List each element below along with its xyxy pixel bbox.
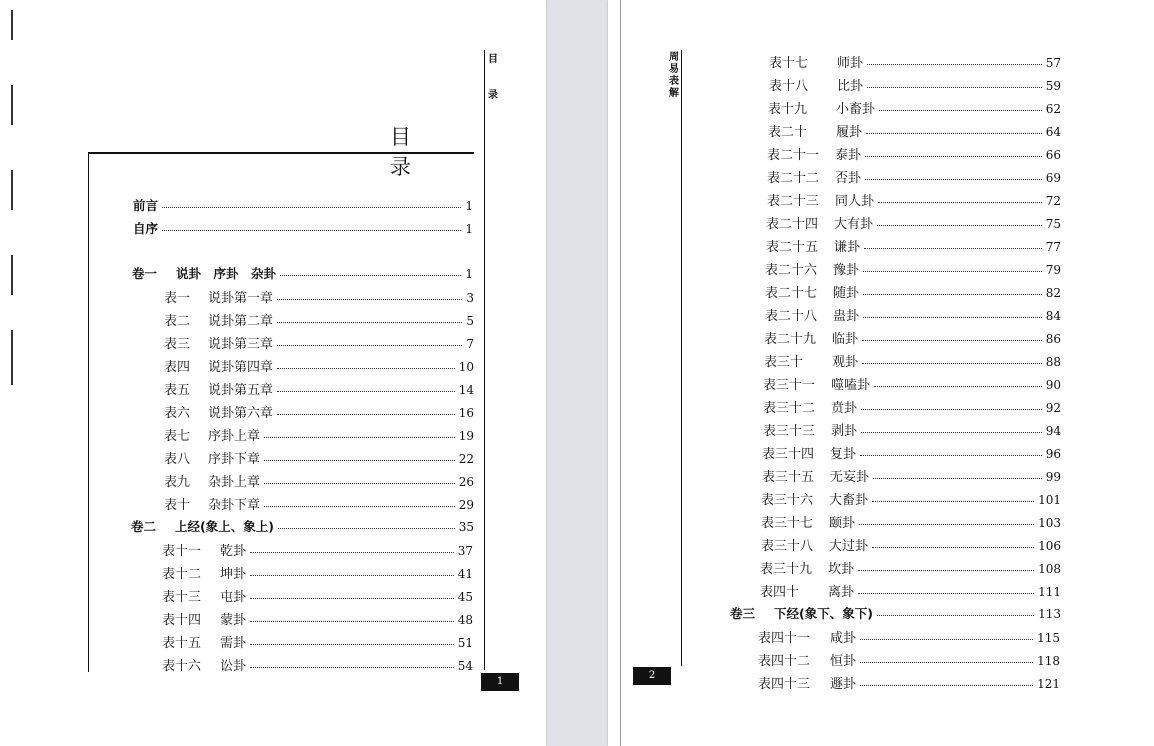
toc-label: 表三十四 bbox=[762, 447, 815, 462]
toc-title: 坤卦 bbox=[220, 567, 247, 582]
toc-label: 前言 bbox=[133, 198, 159, 213]
toc-title: 说卦第四章 bbox=[208, 360, 274, 375]
toc-label: 表十七 bbox=[769, 56, 809, 71]
toc-title: 说卦第三章 bbox=[208, 337, 274, 352]
toc-entry bbox=[164, 425, 474, 445]
dot-leader bbox=[162, 222, 461, 231]
toc-entry bbox=[764, 351, 1061, 371]
dot-leader bbox=[277, 314, 462, 323]
toc-label: 表二十五 bbox=[766, 240, 819, 255]
margin-mark bbox=[11, 170, 13, 210]
toc-page-number: 48 bbox=[457, 613, 473, 627]
toc-title: 杂卦上章 bbox=[208, 475, 261, 490]
dot-leader bbox=[863, 263, 1042, 272]
dot-leader bbox=[277, 360, 455, 369]
toc-title: 坎卦 bbox=[828, 562, 855, 577]
toc-page-number: 41 bbox=[457, 567, 473, 581]
side-label-char: 易 bbox=[669, 64, 679, 75]
toc-title: 大过卦 bbox=[829, 539, 869, 554]
toc-title: 观卦 bbox=[832, 355, 859, 370]
toc-page-number: 10 bbox=[458, 360, 474, 374]
toc-page-number: 1 bbox=[465, 222, 473, 236]
toc-page-number: 64 bbox=[1045, 125, 1061, 139]
toc-entry bbox=[769, 52, 1061, 72]
toc-chapter bbox=[132, 264, 473, 284]
dot-leader bbox=[858, 585, 1034, 594]
toc-entry bbox=[758, 627, 1060, 647]
dot-leader bbox=[264, 429, 455, 438]
page-left-rule bbox=[88, 152, 89, 672]
toc-label: 表二十八 bbox=[765, 309, 818, 324]
dot-leader bbox=[162, 199, 461, 208]
toc-title: 讼卦 bbox=[220, 659, 247, 674]
toc-title: 序卦上章 bbox=[208, 429, 261, 444]
toc-label: 表五 bbox=[164, 383, 191, 398]
toc-label: 表三十二 bbox=[763, 401, 816, 416]
toc-label: 表二十 bbox=[768, 125, 808, 140]
toc-label: 卷二 bbox=[131, 519, 157, 534]
dot-leader bbox=[859, 516, 1034, 525]
dot-leader bbox=[264, 475, 455, 484]
side-label-char: 解 bbox=[669, 88, 679, 99]
toc-chapter bbox=[131, 517, 474, 537]
toc-label: 表十六 bbox=[162, 659, 202, 674]
dot-leader bbox=[277, 406, 455, 415]
toc-title: 咸卦 bbox=[830, 631, 857, 646]
toc-entry bbox=[164, 333, 474, 353]
toc-page-number: 84 bbox=[1045, 309, 1061, 323]
toc-title: 说卦第二章 bbox=[208, 314, 274, 329]
side-label-char: 周 bbox=[669, 52, 679, 63]
toc-label: 表三十 bbox=[764, 355, 804, 370]
toc-entry bbox=[766, 236, 1061, 256]
side-label-char: 录 bbox=[488, 90, 498, 101]
toc-page-number: 96 bbox=[1045, 447, 1061, 461]
dot-leader bbox=[860, 654, 1033, 663]
margin-mark bbox=[11, 330, 13, 385]
toc-entry bbox=[162, 655, 473, 675]
toc-entry bbox=[761, 489, 1061, 509]
toc-label: 表三十五 bbox=[762, 470, 815, 485]
dot-leader bbox=[867, 56, 1042, 65]
toc-page-number: 3 bbox=[466, 291, 474, 305]
dot-leader bbox=[863, 286, 1042, 295]
dot-leader bbox=[861, 401, 1042, 410]
toc-title: 贲卦 bbox=[831, 401, 858, 416]
toc-label: 表四十 bbox=[760, 585, 800, 600]
toc-title: 离卦 bbox=[828, 585, 855, 600]
toc-entry bbox=[164, 310, 474, 330]
toc-title: 豫卦 bbox=[833, 263, 860, 278]
toc-title: 说卦 序卦 杂卦 bbox=[176, 266, 277, 281]
toc-title: 比卦 bbox=[837, 79, 864, 94]
toc-front-entry bbox=[133, 196, 473, 216]
toc-entry bbox=[765, 305, 1061, 325]
toc-entry bbox=[164, 471, 474, 491]
toc-title: 屯卦 bbox=[220, 590, 247, 605]
dot-leader bbox=[879, 102, 1042, 111]
toc-label: 表十八 bbox=[769, 79, 809, 94]
dot-leader bbox=[277, 383, 455, 392]
page-side-rule bbox=[681, 50, 682, 666]
toc-title: 临卦 bbox=[832, 332, 859, 347]
side-label bbox=[668, 52, 680, 100]
toc-label: 表三十三 bbox=[763, 424, 816, 439]
toc-label: 表二 bbox=[164, 314, 191, 329]
toc-entry bbox=[162, 563, 473, 583]
toc-page-number: 88 bbox=[1045, 355, 1061, 369]
toc-page-number: 14 bbox=[458, 383, 474, 397]
toc-title: 随卦 bbox=[833, 286, 860, 301]
toc-label: 表二十四 bbox=[766, 217, 819, 232]
toc-page-number: 54 bbox=[457, 659, 473, 673]
toc-page-number: 1 bbox=[465, 199, 473, 213]
toc-entry bbox=[762, 466, 1061, 486]
toc-title: 师卦 bbox=[837, 56, 864, 71]
toc-label: 表二十九 bbox=[764, 332, 817, 347]
toc-entry bbox=[758, 673, 1060, 693]
toc-entry bbox=[758, 650, 1060, 670]
toc-page-number: 29 bbox=[458, 498, 474, 512]
toc-page-number: 22 bbox=[458, 452, 474, 466]
toc-page-number: 35 bbox=[458, 520, 474, 534]
dot-leader bbox=[858, 562, 1034, 571]
toc-front-entry bbox=[133, 219, 473, 239]
dot-leader bbox=[250, 590, 454, 599]
toc-title: 恒卦 bbox=[830, 654, 857, 669]
toc-page-number: 37 bbox=[457, 544, 473, 558]
toc-label: 表十二 bbox=[162, 567, 202, 582]
toc-page-number: 111 bbox=[1038, 585, 1061, 599]
toc-label: 表九 bbox=[164, 475, 191, 490]
toc-page-number: 121 bbox=[1037, 677, 1060, 691]
dot-leader bbox=[277, 291, 462, 300]
toc-entry bbox=[164, 379, 474, 399]
toc-title: 小畜卦 bbox=[836, 102, 876, 117]
dot-leader bbox=[867, 79, 1042, 88]
toc-page-number: 75 bbox=[1045, 217, 1061, 231]
toc-page-number: 82 bbox=[1045, 286, 1061, 300]
toc-page-number: 69 bbox=[1045, 171, 1061, 185]
toc-entry bbox=[763, 420, 1061, 440]
toc-entry bbox=[164, 494, 474, 514]
toc-title: 复卦 bbox=[830, 447, 857, 462]
dot-leader bbox=[278, 520, 455, 529]
toc-title: 乾卦 bbox=[220, 544, 247, 559]
page-title: 目 录 bbox=[390, 125, 459, 179]
toc-label: 表十三 bbox=[162, 590, 202, 605]
toc-entry bbox=[761, 535, 1061, 555]
toc-entry bbox=[767, 144, 1061, 164]
dot-leader bbox=[866, 125, 1042, 134]
toc-label: 表四十二 bbox=[758, 654, 811, 669]
dot-leader bbox=[860, 631, 1033, 640]
toc-page-number: 99 bbox=[1045, 470, 1061, 484]
side-label-char: 表 bbox=[669, 76, 679, 87]
toc-page-number: 118 bbox=[1037, 654, 1060, 668]
dot-leader bbox=[860, 447, 1042, 456]
dot-leader bbox=[877, 217, 1042, 226]
toc-title: 颐卦 bbox=[829, 516, 856, 531]
toc-label: 表三十八 bbox=[761, 539, 814, 554]
dot-leader bbox=[878, 194, 1042, 203]
toc-title: 蒙卦 bbox=[220, 613, 247, 628]
toc-title: 杂卦下章 bbox=[208, 498, 261, 513]
dot-leader bbox=[873, 470, 1042, 479]
toc-label: 表十四 bbox=[162, 613, 202, 628]
toc-entry bbox=[164, 356, 474, 376]
page-number: 1 bbox=[481, 673, 519, 691]
toc-page-number: 86 bbox=[1045, 332, 1061, 346]
toc-label: 表三十九 bbox=[760, 562, 813, 577]
toc-entry bbox=[766, 213, 1061, 233]
toc-title: 序卦下章 bbox=[208, 452, 261, 467]
title-underline bbox=[88, 152, 474, 154]
toc-label: 自序 bbox=[133, 221, 159, 236]
toc-entry bbox=[765, 282, 1061, 302]
dot-leader bbox=[250, 613, 454, 622]
toc-title: 说卦第六章 bbox=[208, 406, 274, 421]
toc-label: 表二十三 bbox=[767, 194, 820, 209]
toc-entry bbox=[164, 287, 474, 307]
dot-leader bbox=[280, 267, 461, 276]
toc-title: 泰卦 bbox=[835, 148, 862, 163]
toc-title: 遯卦 bbox=[830, 677, 857, 692]
toc-label: 表六 bbox=[164, 406, 191, 421]
dot-leader bbox=[877, 607, 1034, 616]
toc-title: 需卦 bbox=[220, 636, 247, 651]
toc-entry bbox=[767, 167, 1061, 187]
toc-entry bbox=[767, 190, 1061, 210]
page-edge-rule bbox=[620, 0, 621, 746]
toc-label: 卷三 bbox=[730, 606, 756, 621]
dot-leader bbox=[874, 378, 1042, 387]
toc-page-number: 62 bbox=[1045, 102, 1061, 116]
toc-title: 否卦 bbox=[835, 171, 862, 186]
toc-title: 说卦第一章 bbox=[208, 291, 274, 306]
toc-entry bbox=[769, 75, 1061, 95]
toc-label: 表二十二 bbox=[767, 171, 820, 186]
toc-chapter bbox=[730, 604, 1061, 624]
toc-title: 上经(象上、象上) bbox=[175, 519, 274, 534]
toc-title: 履卦 bbox=[836, 125, 863, 140]
toc-page-number: 108 bbox=[1038, 562, 1061, 576]
toc-label: 表四十一 bbox=[758, 631, 811, 646]
dot-leader bbox=[872, 493, 1034, 502]
toc-title: 无妄卦 bbox=[830, 470, 870, 485]
dot-leader bbox=[250, 567, 454, 576]
toc-page-number: 1 bbox=[465, 267, 473, 281]
toc-title: 谦卦 bbox=[834, 240, 861, 255]
dot-leader bbox=[264, 452, 455, 461]
toc-label: 表十九 bbox=[768, 102, 808, 117]
toc-page-number: 92 bbox=[1045, 401, 1061, 415]
toc-entry bbox=[763, 374, 1061, 394]
toc-label: 表三 bbox=[164, 337, 191, 352]
toc-page-number: 19 bbox=[458, 429, 474, 443]
side-label-char: 目 bbox=[488, 54, 498, 65]
toc-title: 噬嗑卦 bbox=[831, 378, 871, 393]
toc-entry bbox=[765, 259, 1061, 279]
toc-page-number: 90 bbox=[1045, 378, 1061, 392]
toc-label: 表四十三 bbox=[758, 677, 811, 692]
dot-leader bbox=[264, 498, 455, 507]
dot-leader bbox=[861, 424, 1042, 433]
toc-entry bbox=[764, 328, 1061, 348]
toc-page-number: 77 bbox=[1045, 240, 1061, 254]
dot-leader bbox=[862, 355, 1042, 364]
toc-page-number: 106 bbox=[1038, 539, 1061, 553]
toc-entry bbox=[768, 98, 1061, 118]
toc-entry bbox=[162, 586, 473, 606]
toc-page-number: 103 bbox=[1038, 516, 1061, 530]
toc-title: 剥卦 bbox=[831, 424, 858, 439]
dot-leader bbox=[250, 659, 454, 668]
toc-page-number: 79 bbox=[1045, 263, 1061, 277]
dot-leader bbox=[250, 636, 454, 645]
toc-page-number: 57 bbox=[1045, 56, 1061, 70]
toc-entry bbox=[763, 397, 1061, 417]
toc-label: 表二十七 bbox=[765, 286, 818, 301]
toc-label: 表三十七 bbox=[761, 516, 814, 531]
toc-page-number: 72 bbox=[1045, 194, 1061, 208]
toc-label: 表一 bbox=[164, 291, 191, 306]
toc-entry bbox=[762, 443, 1061, 463]
toc-label: 表八 bbox=[164, 452, 191, 467]
toc-entry bbox=[162, 609, 473, 629]
toc-title: 大畜卦 bbox=[829, 493, 869, 508]
toc-label: 表十五 bbox=[162, 636, 202, 651]
toc-title: 同人卦 bbox=[835, 194, 875, 209]
toc-page-number: 101 bbox=[1038, 493, 1061, 507]
toc-label: 表三十一 bbox=[763, 378, 816, 393]
margin-mark bbox=[11, 85, 13, 125]
toc-entry bbox=[162, 632, 473, 652]
page-number: 2 bbox=[633, 667, 671, 685]
dot-leader bbox=[872, 539, 1034, 548]
toc-label: 表二十六 bbox=[765, 263, 818, 278]
toc-title: 下经(象下、象下) bbox=[774, 606, 873, 621]
toc-label: 表三十六 bbox=[761, 493, 814, 508]
toc-label: 表十 bbox=[164, 498, 191, 513]
toc-title: 大有卦 bbox=[834, 217, 874, 232]
toc-page-number: 16 bbox=[458, 406, 474, 420]
toc-entry bbox=[164, 448, 474, 468]
toc-page-number: 94 bbox=[1045, 424, 1061, 438]
toc-entry bbox=[760, 581, 1061, 601]
document-page-left bbox=[0, 0, 546, 746]
document-page-right bbox=[608, 0, 1154, 746]
toc-label: 表七 bbox=[164, 429, 191, 444]
toc-page-number: 66 bbox=[1045, 148, 1061, 162]
toc-page-number: 113 bbox=[1038, 607, 1061, 621]
toc-page-number: 45 bbox=[457, 590, 473, 604]
toc-page-number: 26 bbox=[458, 475, 474, 489]
dot-leader bbox=[860, 677, 1033, 686]
dot-leader bbox=[277, 337, 462, 346]
toc-entry bbox=[768, 121, 1061, 141]
toc-label: 表四 bbox=[164, 360, 191, 375]
dot-leader bbox=[250, 544, 454, 553]
toc-label: 表二十一 bbox=[767, 148, 820, 163]
dot-leader bbox=[865, 171, 1042, 180]
margin-mark bbox=[11, 10, 13, 40]
toc-label: 卷一 bbox=[132, 266, 158, 281]
margin-mark bbox=[11, 255, 13, 295]
toc-title: 蛊卦 bbox=[833, 309, 860, 324]
dot-leader bbox=[862, 332, 1042, 341]
toc-page-number: 51 bbox=[457, 636, 473, 650]
toc-title: 说卦第五章 bbox=[208, 383, 274, 398]
toc-entry bbox=[760, 558, 1061, 578]
toc-page-number: 115 bbox=[1037, 631, 1060, 645]
toc-entry bbox=[761, 512, 1061, 532]
toc-entry bbox=[164, 402, 474, 422]
toc-page-number: 5 bbox=[466, 314, 474, 328]
toc-entry bbox=[162, 540, 473, 560]
toc-page-number: 59 bbox=[1045, 79, 1061, 93]
dot-leader bbox=[865, 148, 1042, 157]
toc-page-number: 7 bbox=[466, 337, 474, 351]
toc-label: 表十一 bbox=[162, 544, 202, 559]
dot-leader bbox=[864, 240, 1042, 249]
dot-leader bbox=[863, 309, 1042, 318]
